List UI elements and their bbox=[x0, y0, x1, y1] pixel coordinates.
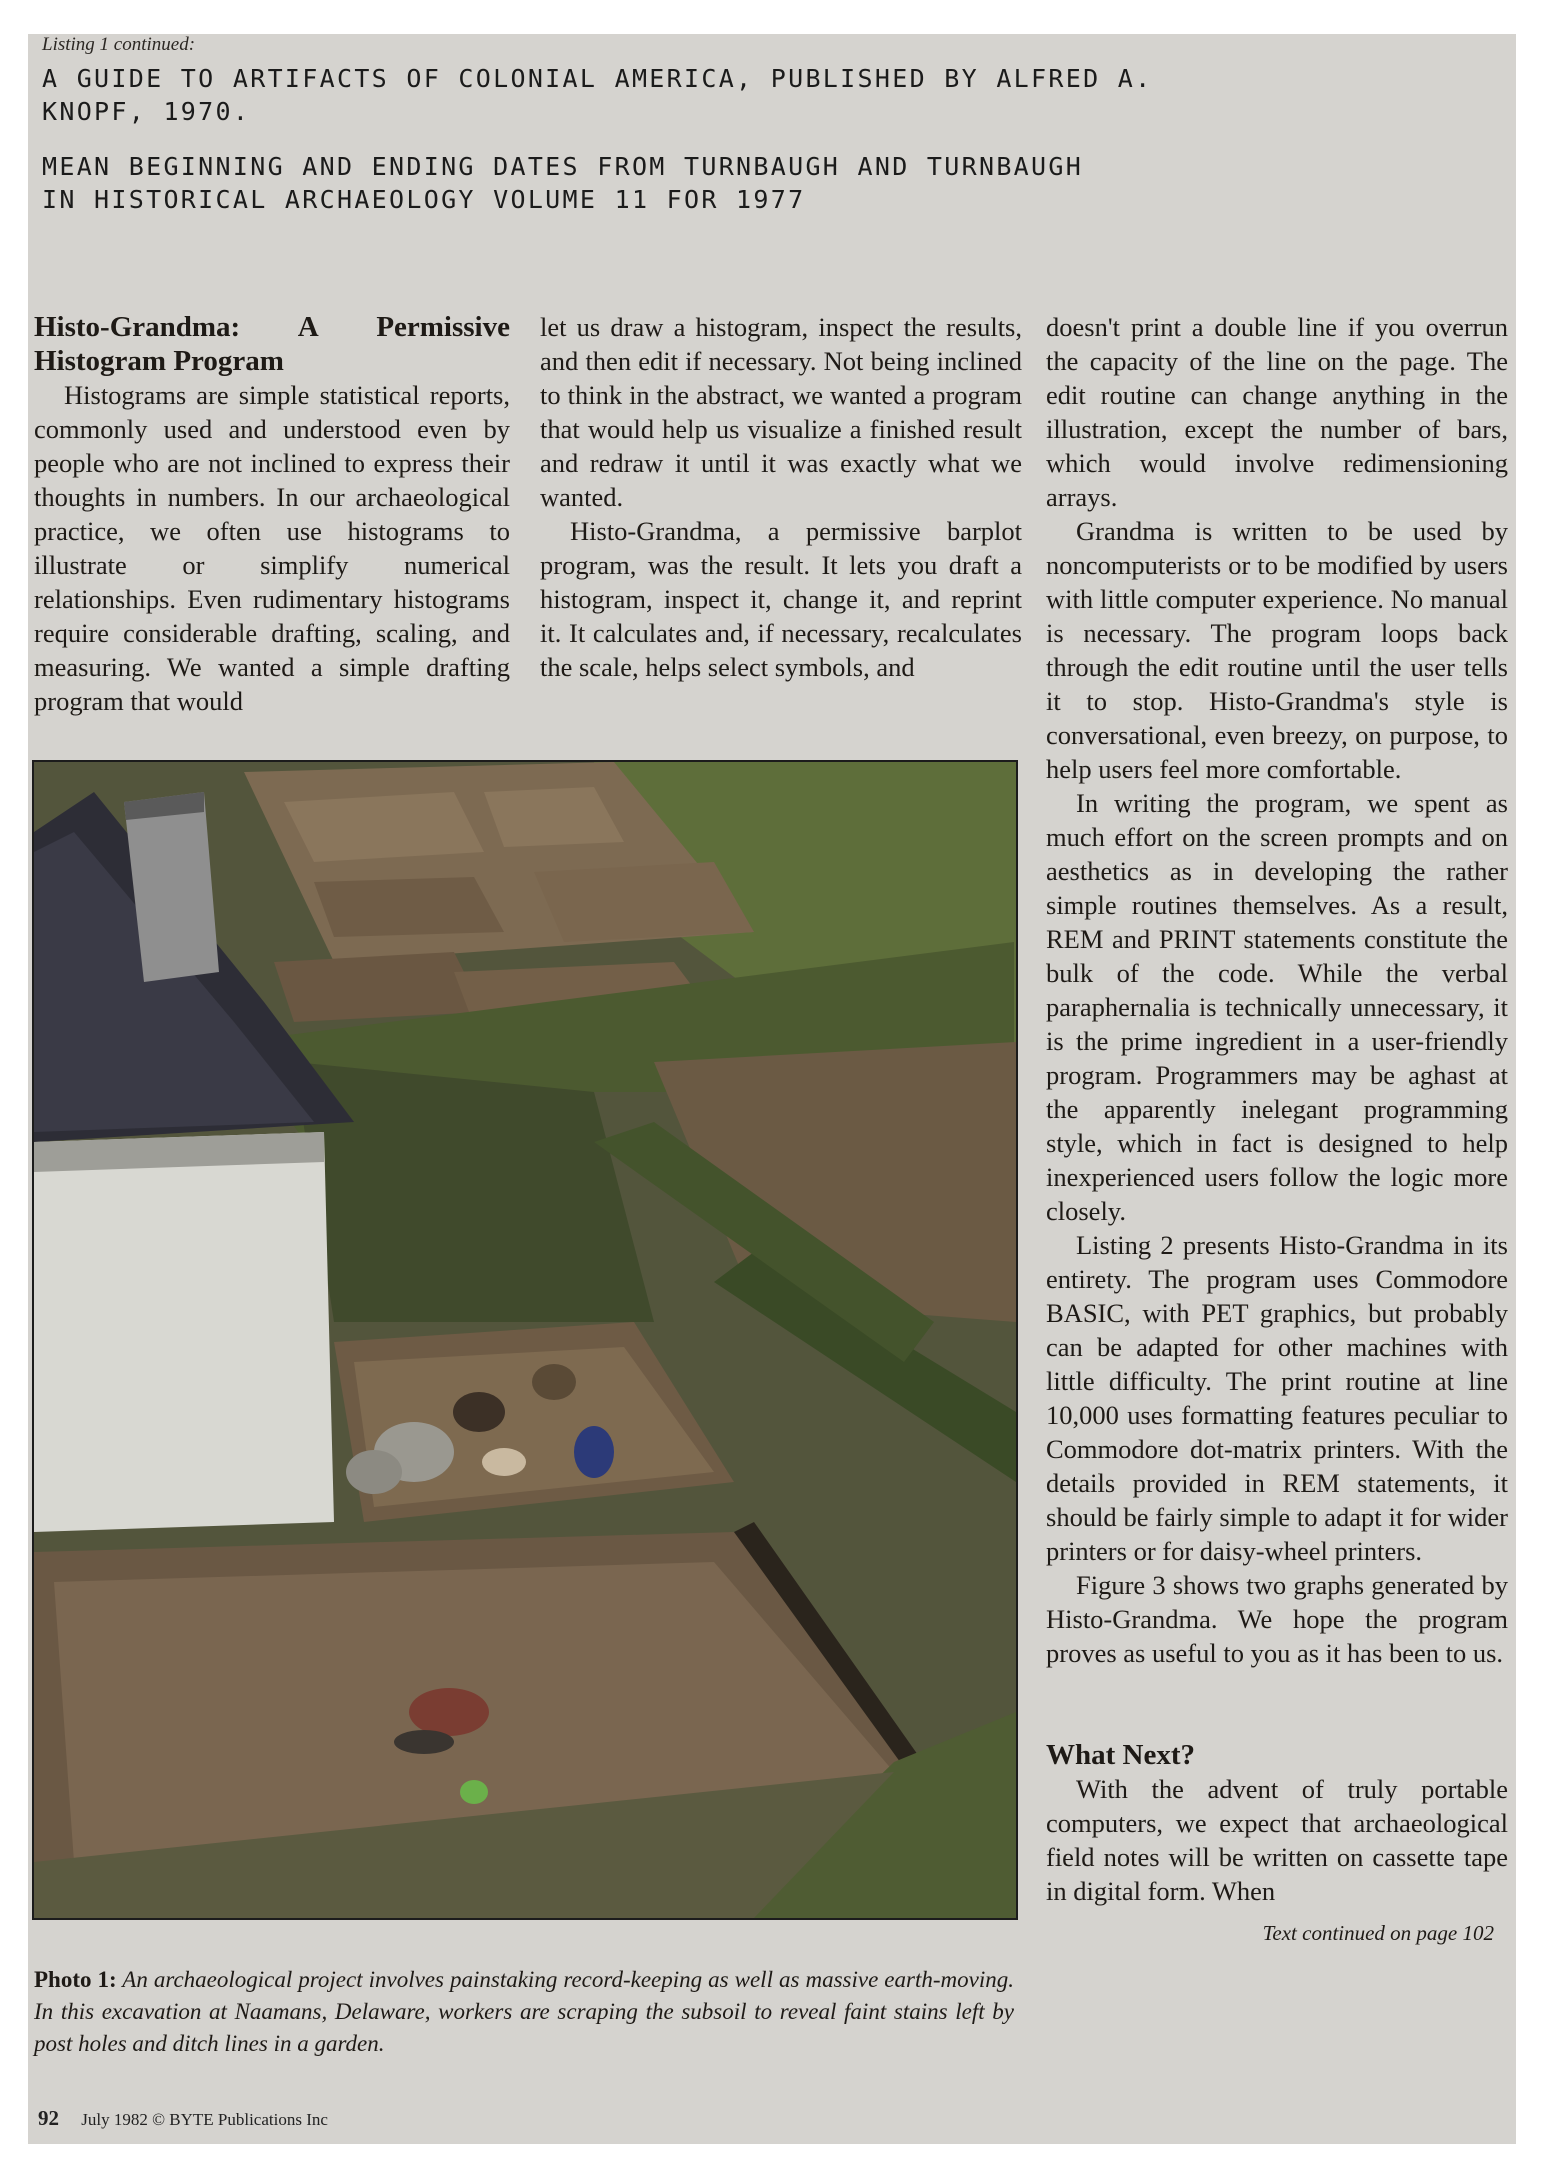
article-column-2 bbox=[540, 310, 1022, 684]
excavation-photo bbox=[32, 760, 1018, 1920]
photo-caption bbox=[34, 1964, 1014, 2060]
listing-line: MEAN BEGINNING AND ENDING DATES FROM TURNBAUGH AND TURNBAUGH bbox=[42, 152, 1084, 181]
paragraph: With the advent of truly portable computers, we expect that archaeological field notes will be written on cassette tape in digital form. When bbox=[1046, 1774, 1508, 1906]
paragraph: Histo-Grandma, a permissive barplot program, was the result. It lets you draft a histogram, inspect it, change it, and reprint it. It calculates and, if necessary, recalculates the scale, helps select symbols, and bbox=[540, 516, 1022, 682]
paragraph: Figure 3 shows two graphs generated by Histo-Grandma. We hope the program proves as useful to you as it has been to us. bbox=[1046, 1570, 1508, 1668]
paragraph: Grandma is written to be used by noncomputerists or to be modified by users with little computer experience. No manual is necessary. The program loops back through the edit routine until the user tells it to stop. Histo-Grandma's style is conversational, even breezy, on purpose, to help users feel more comfortable. bbox=[1046, 516, 1508, 784]
listing-line: KNOPF, 1970. bbox=[42, 97, 251, 126]
magazine-page bbox=[28, 34, 1516, 2144]
paragraph: let us draw a histogram, inspect the results, and then edit if necessary. Not being inclined to think in the abstract, we wanted a program that would help us visualize a finished result and redraw it until it was exactly what we wanted. bbox=[540, 312, 1022, 512]
page-footer bbox=[38, 2106, 328, 2131]
photo-caption-label: Photo 1: bbox=[34, 1967, 117, 1992]
paragraph: In writing the program, we spent as much effort on the screen prompts and on aesthetics as in developing the rather simple routines themselves. As a result, REM and PRINT statements constitute the bulk of the code. While the verbal paraphernalia is technically unnecessary, it is the prime ingredient in a user-friendly program. Programmers may be aghast at the apparently inelegant programming style, which in fact is designed to help inexperienced users follow the logic more closely. bbox=[1046, 788, 1508, 1226]
article-column-3 bbox=[1046, 310, 1508, 1950]
excavation-photo-illustration bbox=[34, 762, 1016, 1918]
listing-caption: Listing 1 continued: bbox=[42, 34, 196, 55]
section-spacer bbox=[1046, 1670, 1508, 1738]
continuation-note: Text continued on page 102 bbox=[1262, 1921, 1494, 1945]
paragraph: Listing 2 presents Histo-Grandma in its entirety. The program uses Commodore BASIC, with PET graphics, but probably can be adapted for other machines with little difficulty. The print routine at line 10,000 uses formatting features peculiar to Commodore dot-matrix printers. With the details provided in REM statements, it should be fairly simple to adapt it for wider printers or for daisy-wheel printers. bbox=[1046, 1230, 1508, 1566]
footer-credit: July 1982 © BYTE Publications Inc bbox=[81, 2110, 328, 2129]
section-heading: What Next? bbox=[1046, 1739, 1196, 1771]
listing-line: IN HISTORICAL ARCHAEOLOGY VOLUME 11 FOR 1977 bbox=[42, 185, 806, 214]
listing-line: A GUIDE TO ARTIFACTS OF COLONIAL AMERICA, PUBLISHED BY ALFRED A. bbox=[42, 64, 1153, 93]
photo-caption-text: An archaeological project involves painstaking record-keeping as well as massive earth-moving. In this excavation at Naamans, Delaware, workers are scraping the subsoil to reveal faint stains left by post holes and ditch lines in a garden. bbox=[34, 1967, 1014, 2056]
article-heading: Histo-Grandma: A Permissive Histogram Program bbox=[34, 311, 510, 377]
article-column-1 bbox=[34, 310, 510, 718]
paragraph: Histograms are simple statistical reports, commonly used and understood even by people who are not inclined to express their thoughts in numbers. In our archaeological practice, we often use histograms to illustrate or simplify numerical relationships. Even rudimentary histograms require considerable drafting, scaling, and measuring. We wanted a simple drafting program that would bbox=[34, 380, 510, 716]
page-number: 92 bbox=[38, 2106, 59, 2130]
paragraph: doesn't print a double line if you overrun the capacity of the line on the page. The edit routine can change anything in the illustration, except the number of bars, which would involve redimensioning arrays. bbox=[1046, 312, 1508, 512]
